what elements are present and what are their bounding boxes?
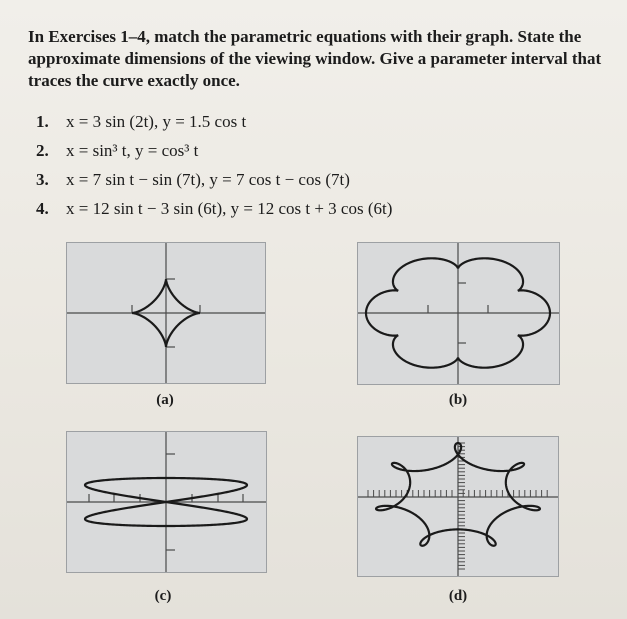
exercise-number: 2.: [36, 141, 49, 160]
graph-d: [357, 436, 559, 577]
exercise-number: 4.: [36, 199, 49, 218]
exercise-list: [36, 112, 616, 228]
exercise-number: 1.: [36, 112, 49, 131]
exercise-item: [36, 199, 616, 228]
graph-c-label: (c): [154, 588, 172, 604]
exercise-item: [36, 141, 616, 170]
exercise-item: [36, 112, 616, 141]
graph-c: [66, 431, 267, 573]
exercise-equation: x = 7 sin t − sin (7t), y = 7 cos t − cos (7t): [66, 170, 350, 189]
exercise-instructions: In Exercises 1–4, match the parametric equations with their graph. State the approximate dimensions of the viewing window. Give a parameter interval that traces the curve exactly once.: [28, 27, 602, 90]
graph-a-label: (a): [156, 392, 174, 408]
graph-d-label: (d): [448, 588, 468, 604]
exercise-equation: x = 3 sin (2t), y = 1.5 cos t: [66, 112, 247, 131]
exercise-number: 3.: [36, 170, 49, 189]
graph-b: [357, 242, 560, 385]
graph-b-label: (b): [448, 392, 468, 408]
exercise-equation: x = 12 sin t − 3 sin (6t), y = 12 cos t + 3 cos (6t): [66, 199, 393, 218]
exercise-item: [36, 170, 616, 199]
graph-a: [66, 242, 266, 384]
exercise-equation: x = sin³ t, y = cos³ t: [66, 141, 199, 160]
